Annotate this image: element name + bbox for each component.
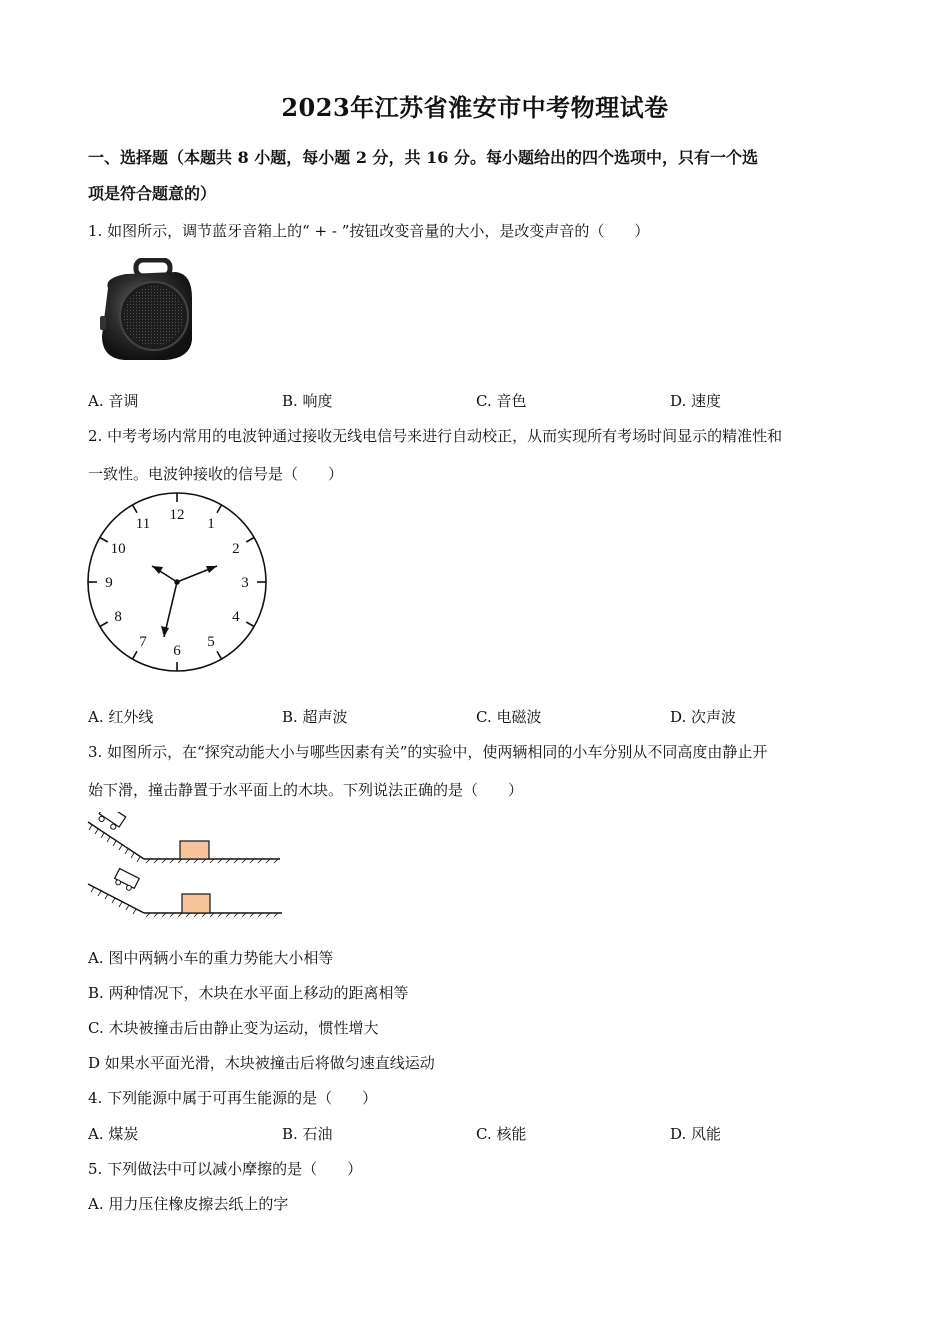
clock-number: 2	[232, 541, 240, 557]
clock-number: 1	[207, 516, 215, 533]
clock-number: 10	[110, 541, 126, 557]
q4-option-a: A. 煤炭	[88, 1125, 139, 1143]
clock-number: 6	[173, 643, 181, 659]
q2-option-b: B. 超声波	[282, 708, 348, 726]
clock-number: 11	[135, 516, 151, 533]
q4-option-d: D. 风能	[670, 1125, 722, 1143]
clock-number: 3	[241, 575, 249, 591]
clock-number: 12	[169, 507, 185, 523]
q3-option-d: D 如果水平面光滑，木块被撞击后将做匀速直线运动	[88, 1054, 435, 1072]
section-heading-line2: 项是符合题意的）	[88, 184, 217, 203]
q5-stem: 5. 下列做法中可以减小摩擦的是（ ）	[88, 1160, 363, 1178]
q1-option-d: D. 速度	[670, 392, 722, 410]
wood-block-low	[182, 894, 210, 913]
q4-option-c: C. 核能	[476, 1125, 527, 1143]
incline-setup-high	[88, 812, 280, 863]
clock-number: 8	[114, 609, 122, 625]
section-heading	[88, 140, 868, 212]
q2-option-a: A. 红外线	[88, 708, 154, 726]
q2-stem-line1: 2. 中考考场内常用的电波钟通过接收无线电信号来进行自动校正，从而实现所有考场时间显示的精准性和	[88, 427, 783, 445]
q3-option-a: A. 图中两辆小车的重力势能大小相等	[88, 949, 334, 967]
section-heading-line1: 一、选择题（本题共 8 小题，每小题 2 分，共 16 分。每小题给出的四个选项中，只有一个选	[88, 148, 758, 167]
q1-option-c: C. 音色	[476, 392, 527, 410]
page-title: 2023年江苏省淮安市中考物理试卷	[281, 93, 669, 122]
clock-number: 5	[207, 633, 215, 650]
q3-stem-line2: 始下滑，撞击静置于水平面上的木块。下列说法正确的是（ ）	[88, 781, 524, 799]
q1-option-b: B. 响度	[282, 392, 333, 410]
q3-option-b: B. 两种情况下，木块在水平面上移动的距离相等	[88, 984, 409, 1002]
bluetooth-speaker-figure	[96, 258, 196, 362]
clock-number: 9	[105, 575, 113, 591]
q3-option-c: C. 木块被撞击后由静止变为运动，惯性增大	[88, 1019, 379, 1037]
incline-experiment-figure	[86, 812, 284, 918]
clock-number: 4	[232, 609, 240, 625]
cart-low	[113, 869, 140, 893]
q2-stem-line2: 一致性。电波钟接收的信号是（ ）	[88, 465, 344, 483]
incline-setup-low	[88, 869, 282, 917]
wood-block-high	[180, 841, 209, 859]
q1-stem: 1. 如图所示，调节蓝牙音箱上的“ + - ”按钮改变音量的大小，是改变声音的（ ）	[88, 222, 650, 240]
q4-option-b: B. 石油	[282, 1125, 333, 1143]
q3-stem-line1: 3. 如图所示，在“探究动能大小与哪些因素有关”的实验中，使两辆相同的小车分别从不同高度由静止开	[88, 743, 768, 761]
q2-option-d: D. 次声波	[670, 708, 737, 726]
q2-option-c: C. 电磁波	[476, 708, 542, 726]
cart-high	[96, 812, 126, 832]
clock-number: 7	[139, 633, 147, 650]
q5-option-a: A. 用力压住橡皮擦去纸上的字	[88, 1195, 289, 1213]
radio-clock-figure	[85, 490, 269, 674]
q4-stem: 4. 下列能源中属于可再生能源的是（ ）	[88, 1089, 378, 1107]
q1-option-a: A. 音调	[88, 392, 139, 410]
